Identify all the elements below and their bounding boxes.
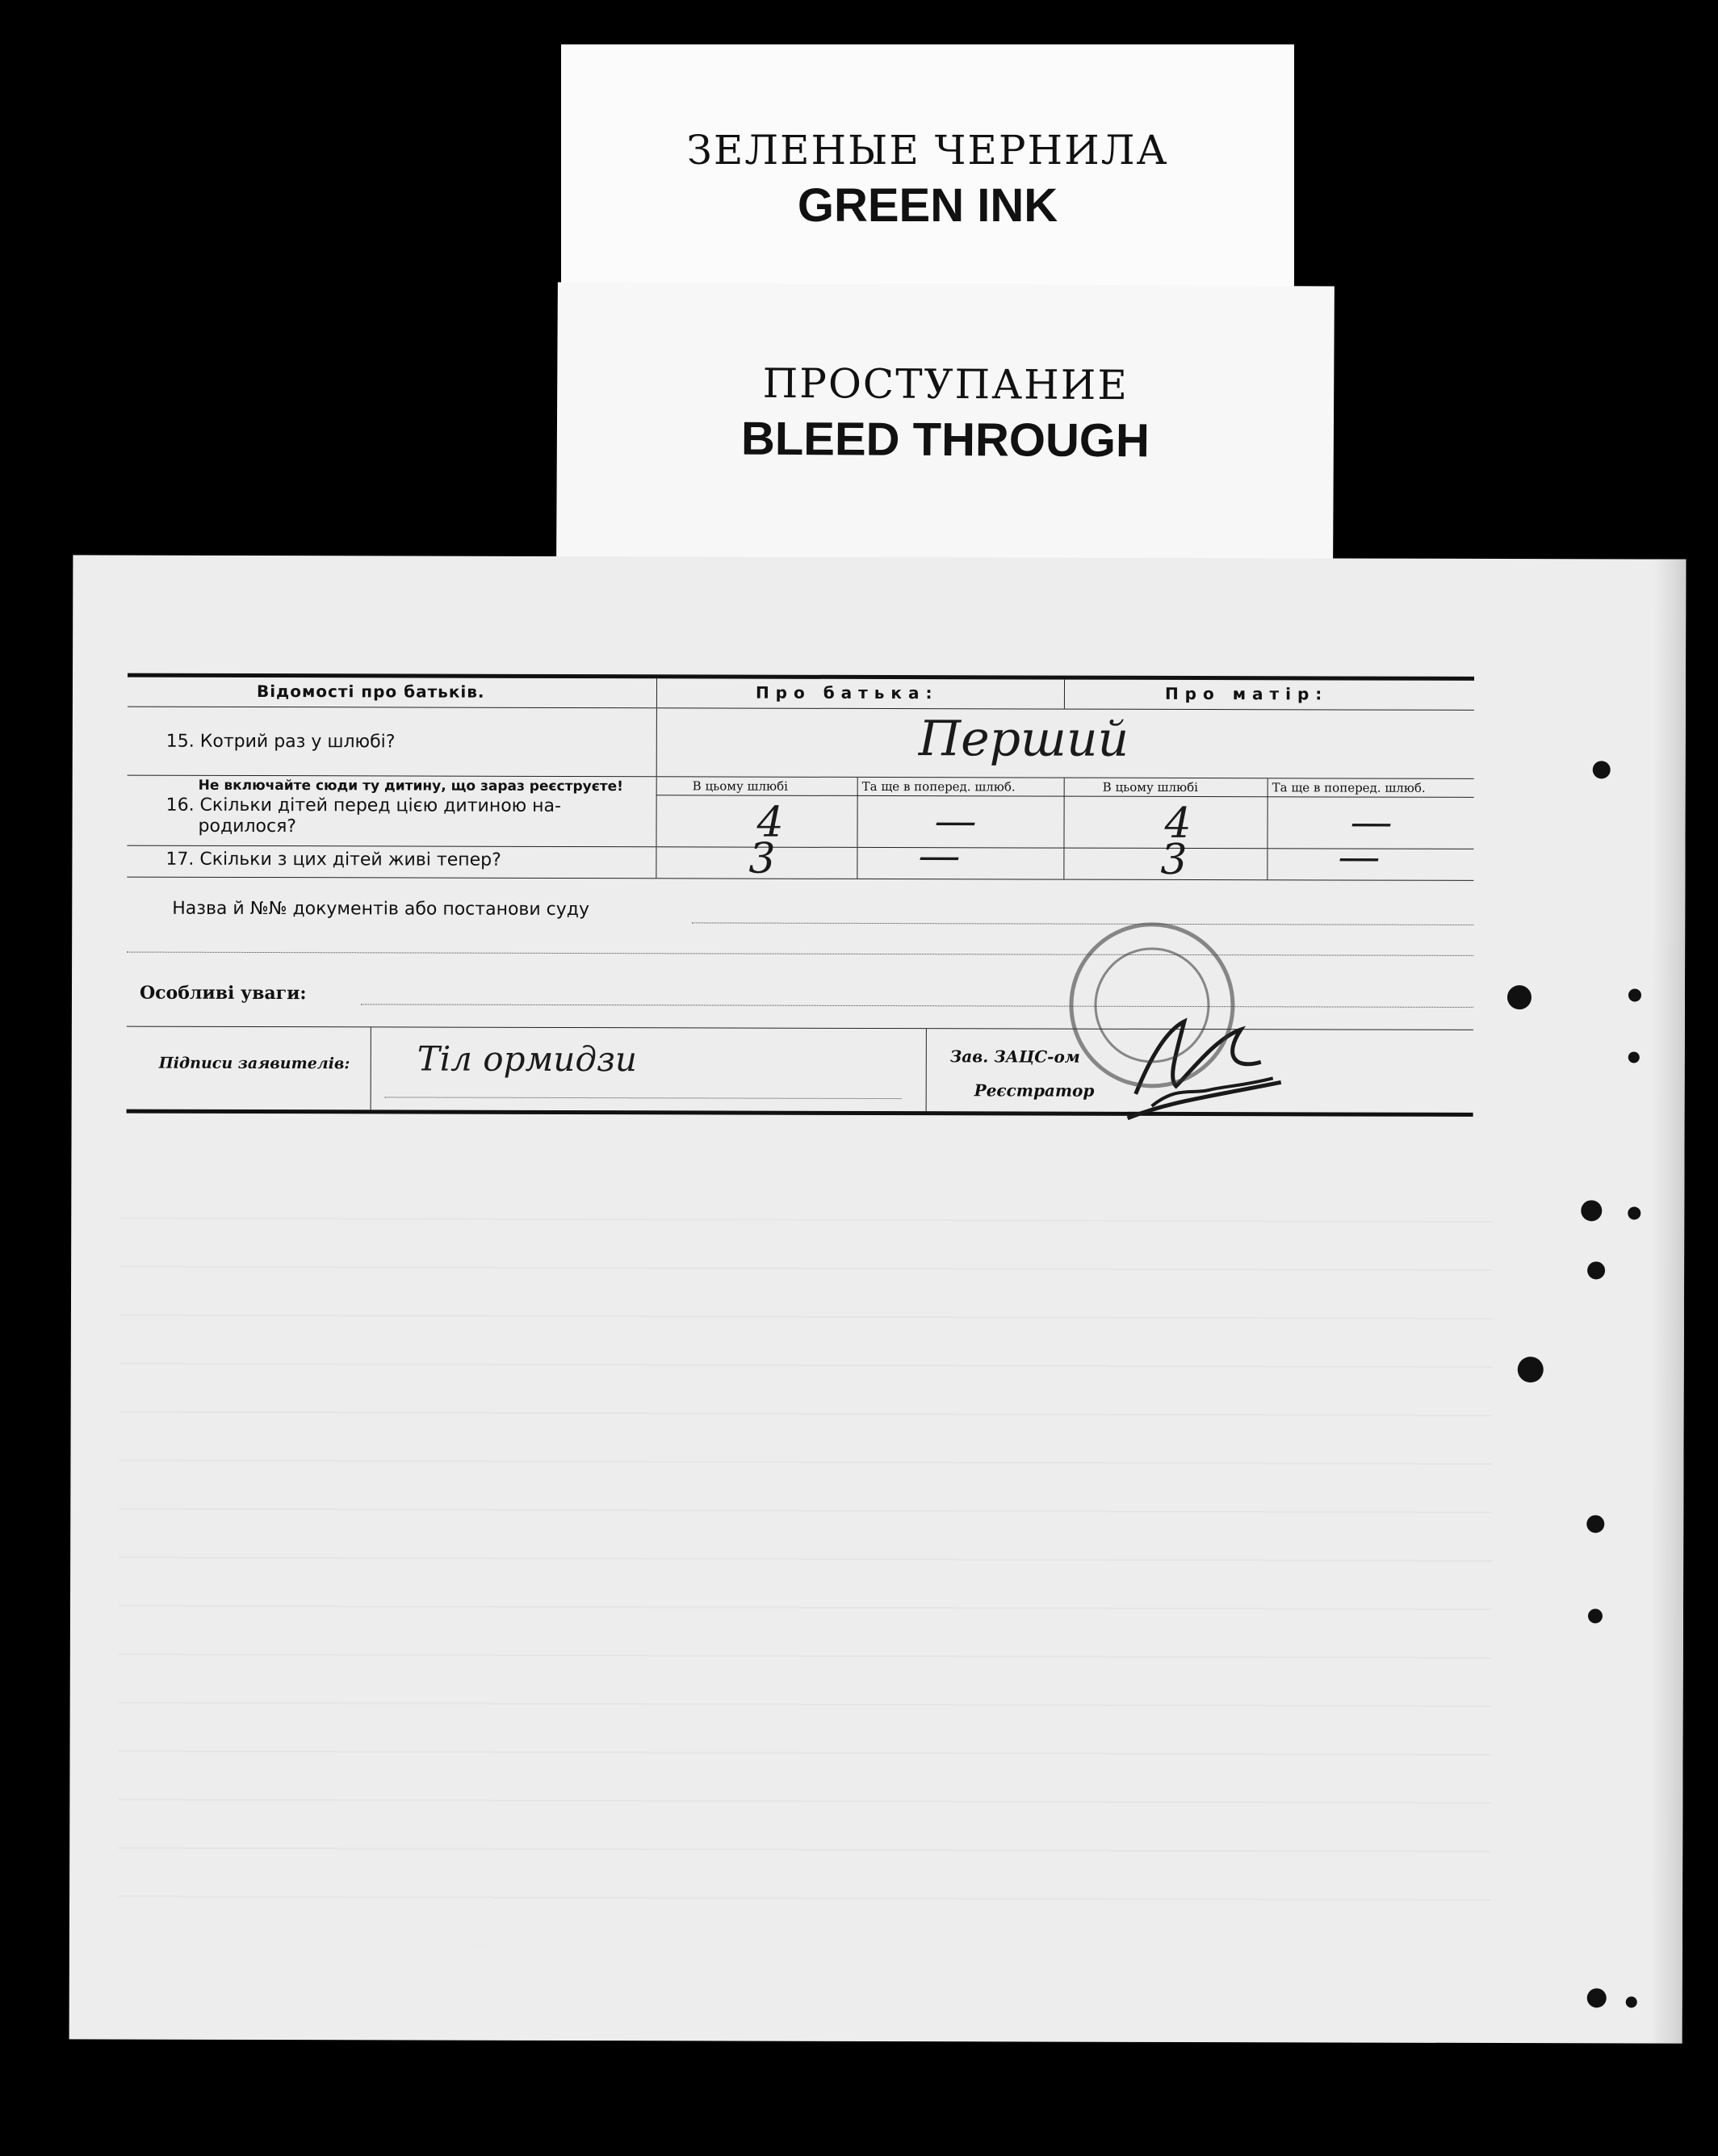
q17-label: 17. Скільки з цих дітей живі тепер? <box>166 849 501 870</box>
q17-father-current: 3 <box>748 834 776 883</box>
q15-row <box>128 707 1474 778</box>
form-header-row <box>128 677 1474 710</box>
q16-label-line2: родилося? <box>198 816 297 837</box>
punch-hole <box>1626 1996 1637 2007</box>
header-mother: Про матір: <box>1164 683 1329 704</box>
torn-edge <box>1650 560 1687 2044</box>
bleed-through-area <box>118 1218 1492 1948</box>
applicant-signature: Тіл ормидзи <box>417 1038 638 1080</box>
punch-hole <box>1507 985 1532 1009</box>
documents-row <box>127 878 1473 978</box>
documents-label: Назва й №№ документів або постанови суду <box>172 898 590 921</box>
mother-previous-marriage-header: Та ще в поперед. шлюб. <box>1272 780 1426 795</box>
q17-mother-previous: — <box>1338 833 1381 882</box>
signatures-label: Підписи заявителів: <box>158 1054 350 1073</box>
bleed-through-card <box>556 282 1335 560</box>
father-current-marriage-header: В цьому шлюбі <box>692 778 788 794</box>
punch-hole <box>1518 1357 1544 1382</box>
header-father: Про батька: <box>755 682 939 703</box>
q16-father-current: 4 <box>756 798 784 847</box>
q16-father-previous: — <box>934 797 977 846</box>
punch-hole <box>1587 1988 1607 2007</box>
q16-row <box>127 776 1473 849</box>
registrar-label: Реєстратор <box>974 1080 1095 1101</box>
punch-hole <box>1588 1609 1603 1623</box>
q16-label-line1: 16. Скільки дітей перед цією дитиною на- <box>166 795 562 816</box>
signatures-row <box>127 1027 1473 1113</box>
official-stamp <box>1063 908 1242 1103</box>
green-ink-en: GREEN INK <box>797 179 1058 232</box>
mother-current-marriage-header: В цьому шлюбі <box>1102 779 1198 795</box>
document-sheet <box>69 555 1687 2043</box>
parents-info-form <box>127 673 1474 1117</box>
q17-row <box>127 832 1473 885</box>
q16-note: Не включайте сюди ту дитину, що зараз реєструєте! <box>198 777 623 795</box>
q16-mother-current: 4 <box>1164 799 1192 849</box>
green-ink-card <box>561 44 1294 311</box>
q16-mother-previous: — <box>1350 798 1393 847</box>
father-previous-marriage-header: Та ще в поперед. шлюб. <box>861 778 1016 795</box>
q15-label: 15. Котрий раз у шлюбі? <box>166 731 396 753</box>
punch-hole <box>1628 1206 1640 1219</box>
header-parents-info: Відомості про батьків. <box>256 681 485 702</box>
punch-hole <box>1628 988 1641 1001</box>
punch-hole <box>1593 761 1611 778</box>
bleed-through-ru: ПРОСТУПАНИЕ <box>762 359 1129 409</box>
notes-label: Особливі уваги: <box>139 982 307 1005</box>
punch-hole <box>1587 1261 1605 1279</box>
q17-father-previous: — <box>918 832 961 881</box>
green-ink-ru: ЗЕЛЕНЫЕ ЧЕРНИЛА <box>686 127 1169 174</box>
punch-hole <box>1581 1200 1602 1221</box>
punch-hole <box>1586 1515 1604 1533</box>
q15-answer: Перший <box>918 711 1129 768</box>
bleed-through-en: BLEED THROUGH <box>740 412 1150 468</box>
q17-mother-current: 3 <box>1160 835 1188 885</box>
zags-head-label: Зав. ЗАЦС-ом <box>949 1047 1080 1067</box>
punch-hole <box>1628 1051 1640 1063</box>
